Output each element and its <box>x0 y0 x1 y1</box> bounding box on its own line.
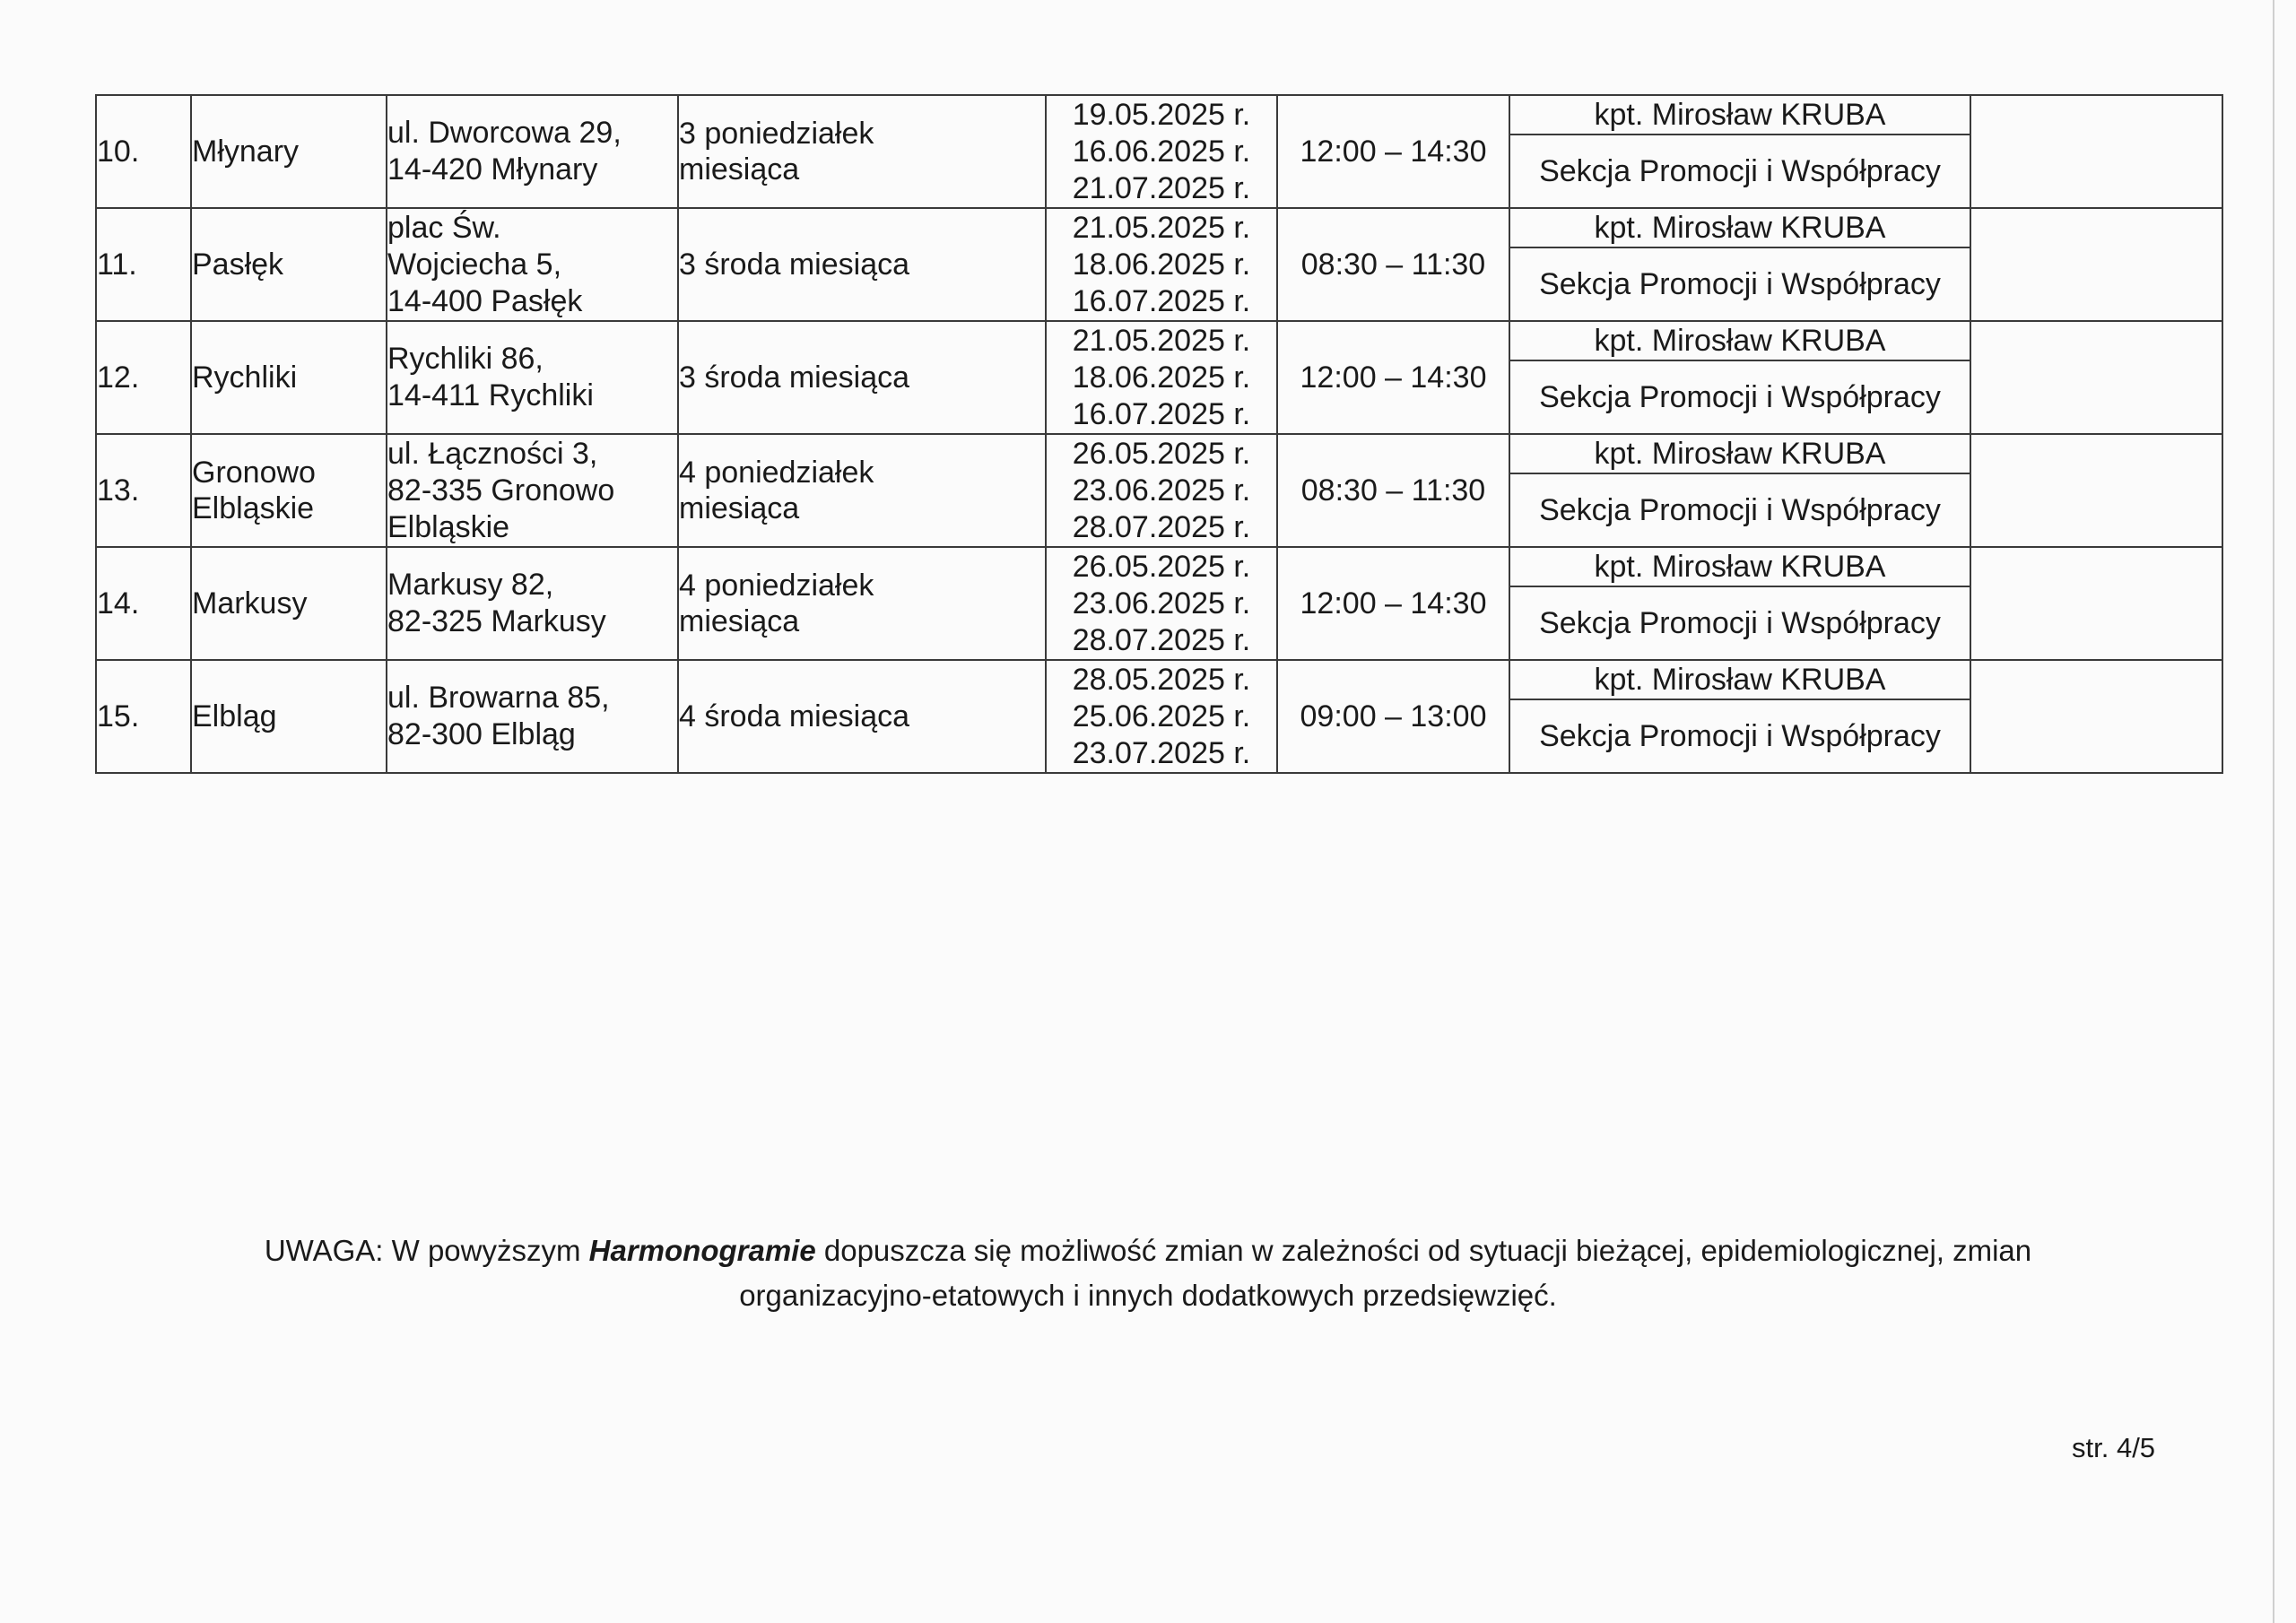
duty-dates <box>1046 434 1277 547</box>
duty-dates-line: 19.05.2025 r. <box>1072 97 1251 132</box>
empty-cell <box>1970 95 2222 208</box>
table-row <box>96 321 2222 434</box>
duty-term-line: miesiąca <box>679 491 800 525</box>
duty-dates-line: 18.06.2025 r. <box>1072 360 1251 395</box>
address-line: 82-300 Elbląg <box>387 717 576 751</box>
remark-emphasis: Harmonogramie <box>588 1234 816 1267</box>
duty-term <box>678 95 1046 208</box>
duty-term-line: miesiąca <box>679 152 800 187</box>
section-name: Sekcja Promocji i Współpracy <box>1539 606 1941 640</box>
address-line: 14-400 Pasłęk <box>387 283 583 318</box>
row-number: 14. <box>96 547 191 660</box>
duty-term <box>678 547 1046 660</box>
row-number: 15. <box>96 660 191 773</box>
duty-hours: 08:30 – 11:30 <box>1277 434 1509 547</box>
row-number: 11. <box>96 208 191 321</box>
duty-dates-line: 23.07.2025 r. <box>1072 735 1251 770</box>
address <box>387 660 678 773</box>
duty-dates-line: 28.07.2025 r. <box>1072 622 1251 657</box>
table-row <box>96 660 2222 773</box>
address-line: 82-335 Gronowo <box>387 473 615 508</box>
duty-dates-line: 21.07.2025 r. <box>1072 170 1251 205</box>
place-name <box>191 547 387 660</box>
address-line: ul. Dworcowa 29, <box>387 116 622 150</box>
place-name-line: Elbląg <box>192 699 277 733</box>
duty-dates-line: 21.05.2025 r. <box>1072 210 1251 245</box>
duty-dates-line: 16.07.2025 r. <box>1072 396 1251 431</box>
place-name-line: Elbląskie <box>192 491 315 525</box>
duty-dates-line: 23.06.2025 r. <box>1072 473 1251 508</box>
duty-hours: 12:00 – 14:30 <box>1277 95 1509 208</box>
duty-dates-line: 18.06.2025 r. <box>1072 247 1251 282</box>
table-row <box>96 95 2222 208</box>
place-name <box>191 660 387 773</box>
contact-cell <box>1509 434 1970 547</box>
place-name <box>191 95 387 208</box>
address-line: plac Św. <box>387 210 501 245</box>
section-name: Sekcja Promocji i Współpracy <box>1539 719 1941 753</box>
row-number: 13. <box>96 434 191 547</box>
contact-cell <box>1509 95 1970 208</box>
empty-cell <box>1970 434 2222 547</box>
empty-cell <box>1970 208 2222 321</box>
row-number: 12. <box>96 321 191 434</box>
duty-hours: 12:00 – 14:30 <box>1277 321 1509 434</box>
remark-rest: dopuszcza się możliwość zmian w zależności od sytuacji bieżącej, epidemiologicznej, zmian <box>815 1234 2032 1267</box>
place-name <box>191 208 387 321</box>
duty-dates-line: 23.06.2025 r. <box>1072 586 1251 621</box>
duty-dates <box>1046 208 1277 321</box>
place-name-line: Gronowo <box>192 456 316 490</box>
duty-term-line: 4 poniedziałek <box>679 568 874 603</box>
contact-cell <box>1509 547 1970 660</box>
duty-dates-line: 26.05.2025 r. <box>1072 549 1251 584</box>
section-name: Sekcja Promocji i Współpracy <box>1539 380 1941 414</box>
section-name: Sekcja Promocji i Współpracy <box>1539 267 1941 301</box>
duty-dates-line: 28.05.2025 r. <box>1072 662 1251 697</box>
duty-dates-line: 28.07.2025 r. <box>1072 509 1251 544</box>
address <box>387 208 678 321</box>
contact-cell <box>1509 660 1970 773</box>
officer-name: kpt. Mirosław KRUBA <box>1510 661 1970 700</box>
remark-line-2: organizacyjno-etatowych i innych dodatkowych przedsięwzięć. <box>739 1279 1557 1312</box>
empty-cell <box>1970 660 2222 773</box>
duty-term-line: 3 środa miesiąca <box>679 360 910 395</box>
duty-term-line: 4 środa miesiąca <box>679 699 910 733</box>
address-line: 14-420 Młynary <box>387 152 598 187</box>
duty-hours: 09:00 – 13:00 <box>1277 660 1509 773</box>
duty-hours: 08:30 – 11:30 <box>1277 208 1509 321</box>
duty-term-line: 3 poniedziałek <box>679 117 874 151</box>
section-name: Sekcja Promocji i Współpracy <box>1539 154 1941 188</box>
address-line: ul. Browarna 85, <box>387 681 610 715</box>
schedule-table <box>95 94 2223 774</box>
place-name-line: Markusy <box>192 586 308 621</box>
address-line: Markusy 82, <box>387 568 554 602</box>
remark-line-1 <box>179 1228 2117 1273</box>
row-number: 10. <box>96 95 191 208</box>
duty-term-line: miesiąca <box>679 604 800 638</box>
address <box>387 547 678 660</box>
empty-cell <box>1970 321 2222 434</box>
table-row <box>96 434 2222 547</box>
duty-term <box>678 321 1046 434</box>
duty-dates <box>1046 547 1277 660</box>
scan-edge-line <box>2273 0 2274 1623</box>
duty-dates-line: 16.06.2025 r. <box>1072 134 1251 169</box>
place-name <box>191 434 387 547</box>
duty-dates <box>1046 660 1277 773</box>
schedule-body <box>96 95 2222 773</box>
table-row <box>96 547 2222 660</box>
remark-prefix: UWAGA: W powyższym <box>264 1234 589 1267</box>
place-name-line: Rychliki <box>192 360 298 395</box>
officer-name: kpt. Mirosław KRUBA <box>1510 322 1970 361</box>
duty-term <box>678 434 1046 547</box>
contact-cell <box>1509 208 1970 321</box>
duty-term-line: 4 poniedziałek <box>679 456 874 490</box>
address-line: Rychliki 86, <box>387 342 544 376</box>
place-name-line: Młynary <box>192 135 300 169</box>
page-number: str. 4/5 <box>2072 1432 2156 1463</box>
address <box>387 434 678 547</box>
address-line: Wojciecha 5, <box>387 247 562 282</box>
duty-dates-line: 26.05.2025 r. <box>1072 436 1251 471</box>
table-row <box>96 208 2222 321</box>
duty-dates-line: 16.07.2025 r. <box>1072 283 1251 318</box>
officer-name: kpt. Mirosław KRUBA <box>1510 96 1970 135</box>
duty-term <box>678 660 1046 773</box>
duty-dates <box>1046 321 1277 434</box>
duty-dates-line: 21.05.2025 r. <box>1072 323 1251 358</box>
duty-dates-line: 25.06.2025 r. <box>1072 699 1251 733</box>
address <box>387 321 678 434</box>
duty-dates <box>1046 95 1277 208</box>
address-line: 14-411 Rychliki <box>387 378 594 412</box>
contact-cell <box>1509 321 1970 434</box>
duty-hours: 12:00 – 14:30 <box>1277 547 1509 660</box>
duty-term <box>678 208 1046 321</box>
address <box>387 95 678 208</box>
officer-name: kpt. Mirosław KRUBA <box>1510 548 1970 587</box>
address-line: Elbląskie <box>387 509 510 544</box>
address-line: 82-325 Markusy <box>387 604 606 638</box>
section-name: Sekcja Promocji i Współpracy <box>1539 493 1941 527</box>
address-line: ul. Łączności 3, <box>387 436 598 471</box>
duty-term-line: 3 środa miesiąca <box>679 247 910 282</box>
empty-cell <box>1970 547 2222 660</box>
place-name <box>191 321 387 434</box>
remark-note <box>179 1228 2117 1318</box>
officer-name: kpt. Mirosław KRUBA <box>1510 209 1970 248</box>
place-name-line: Pasłęk <box>192 247 284 282</box>
officer-name: kpt. Mirosław KRUBA <box>1510 435 1970 474</box>
